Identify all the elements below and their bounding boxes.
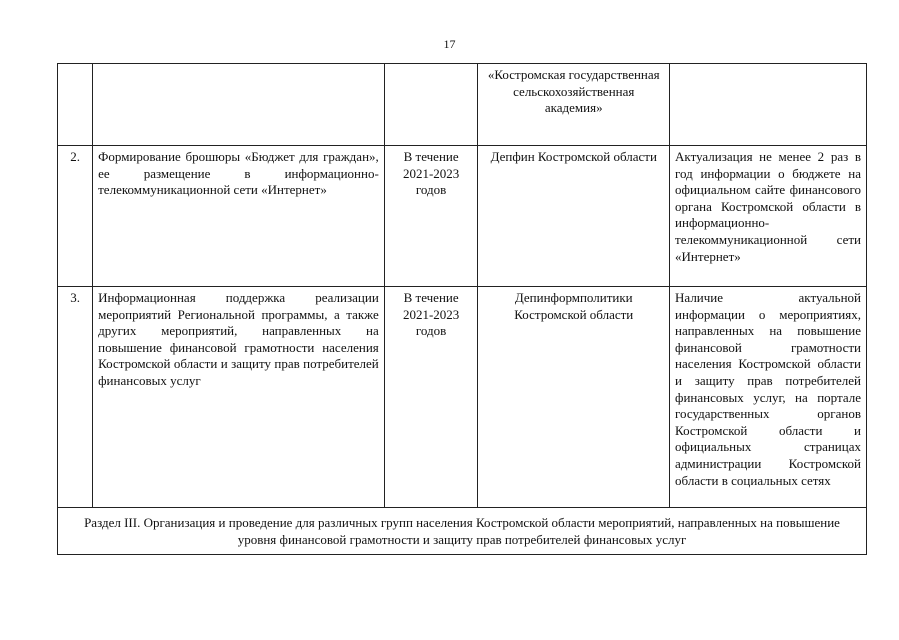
page-number: 17 <box>443 37 456 51</box>
cell-executor: Депинформполитики Костромской области <box>478 287 670 508</box>
cell-term <box>384 64 478 146</box>
cell-result: Наличие актуальной информации о мероприятиях, направленных на повышение финансовой грамотности населения Костромской области и защиту прав потребителей финансовых услуг, на портале государственных органов Костромской области и официальных страницах администрации Костромской области в социальных сетях <box>670 287 867 508</box>
cell-result <box>670 64 867 146</box>
cell-result: Актуализация не менее 2 раз в год информации о бюджете на официальном сайте финансового органа Костромской области в информационно-телекоммуникационной сети «Интернет» <box>670 146 867 287</box>
cell-task <box>93 64 385 146</box>
cell-executor: Депфин Костромской области <box>478 146 670 287</box>
cell-executor: «Костромская государственная сельскохозяйственная академия» <box>478 64 670 146</box>
cell-num: 3. <box>58 287 93 508</box>
section-header-row <box>58 508 867 555</box>
cell-term: В течение 2021-2023 годов <box>384 287 478 508</box>
program-measures-table <box>57 63 867 555</box>
table-row <box>58 146 867 287</box>
cell-task: Формирование брошюры «Бюджет для граждан», ее размещение в информационно-телекоммуникационной сети «Интернет» <box>93 146 385 287</box>
cell-task: Информационная поддержка реализации мероприятий Региональной программы, а также других мероприятий, направленных на повышение финансовой грамотности населения Костромской области и защиту прав потребителей финансовых услуг <box>93 287 385 508</box>
cell-num: 2. <box>58 146 93 287</box>
cell-num <box>58 64 93 146</box>
section-header: Раздел III. Организация и проведение для различных групп населения Костромской области мероприятий, направленных на повышение уровня финансовой грамотности и защиту прав потребителей финансовых услуг <box>58 508 867 555</box>
table-row <box>58 287 867 508</box>
cell-term: В течение 2021-2023 годов <box>384 146 478 287</box>
table-row-continuation <box>58 64 867 146</box>
